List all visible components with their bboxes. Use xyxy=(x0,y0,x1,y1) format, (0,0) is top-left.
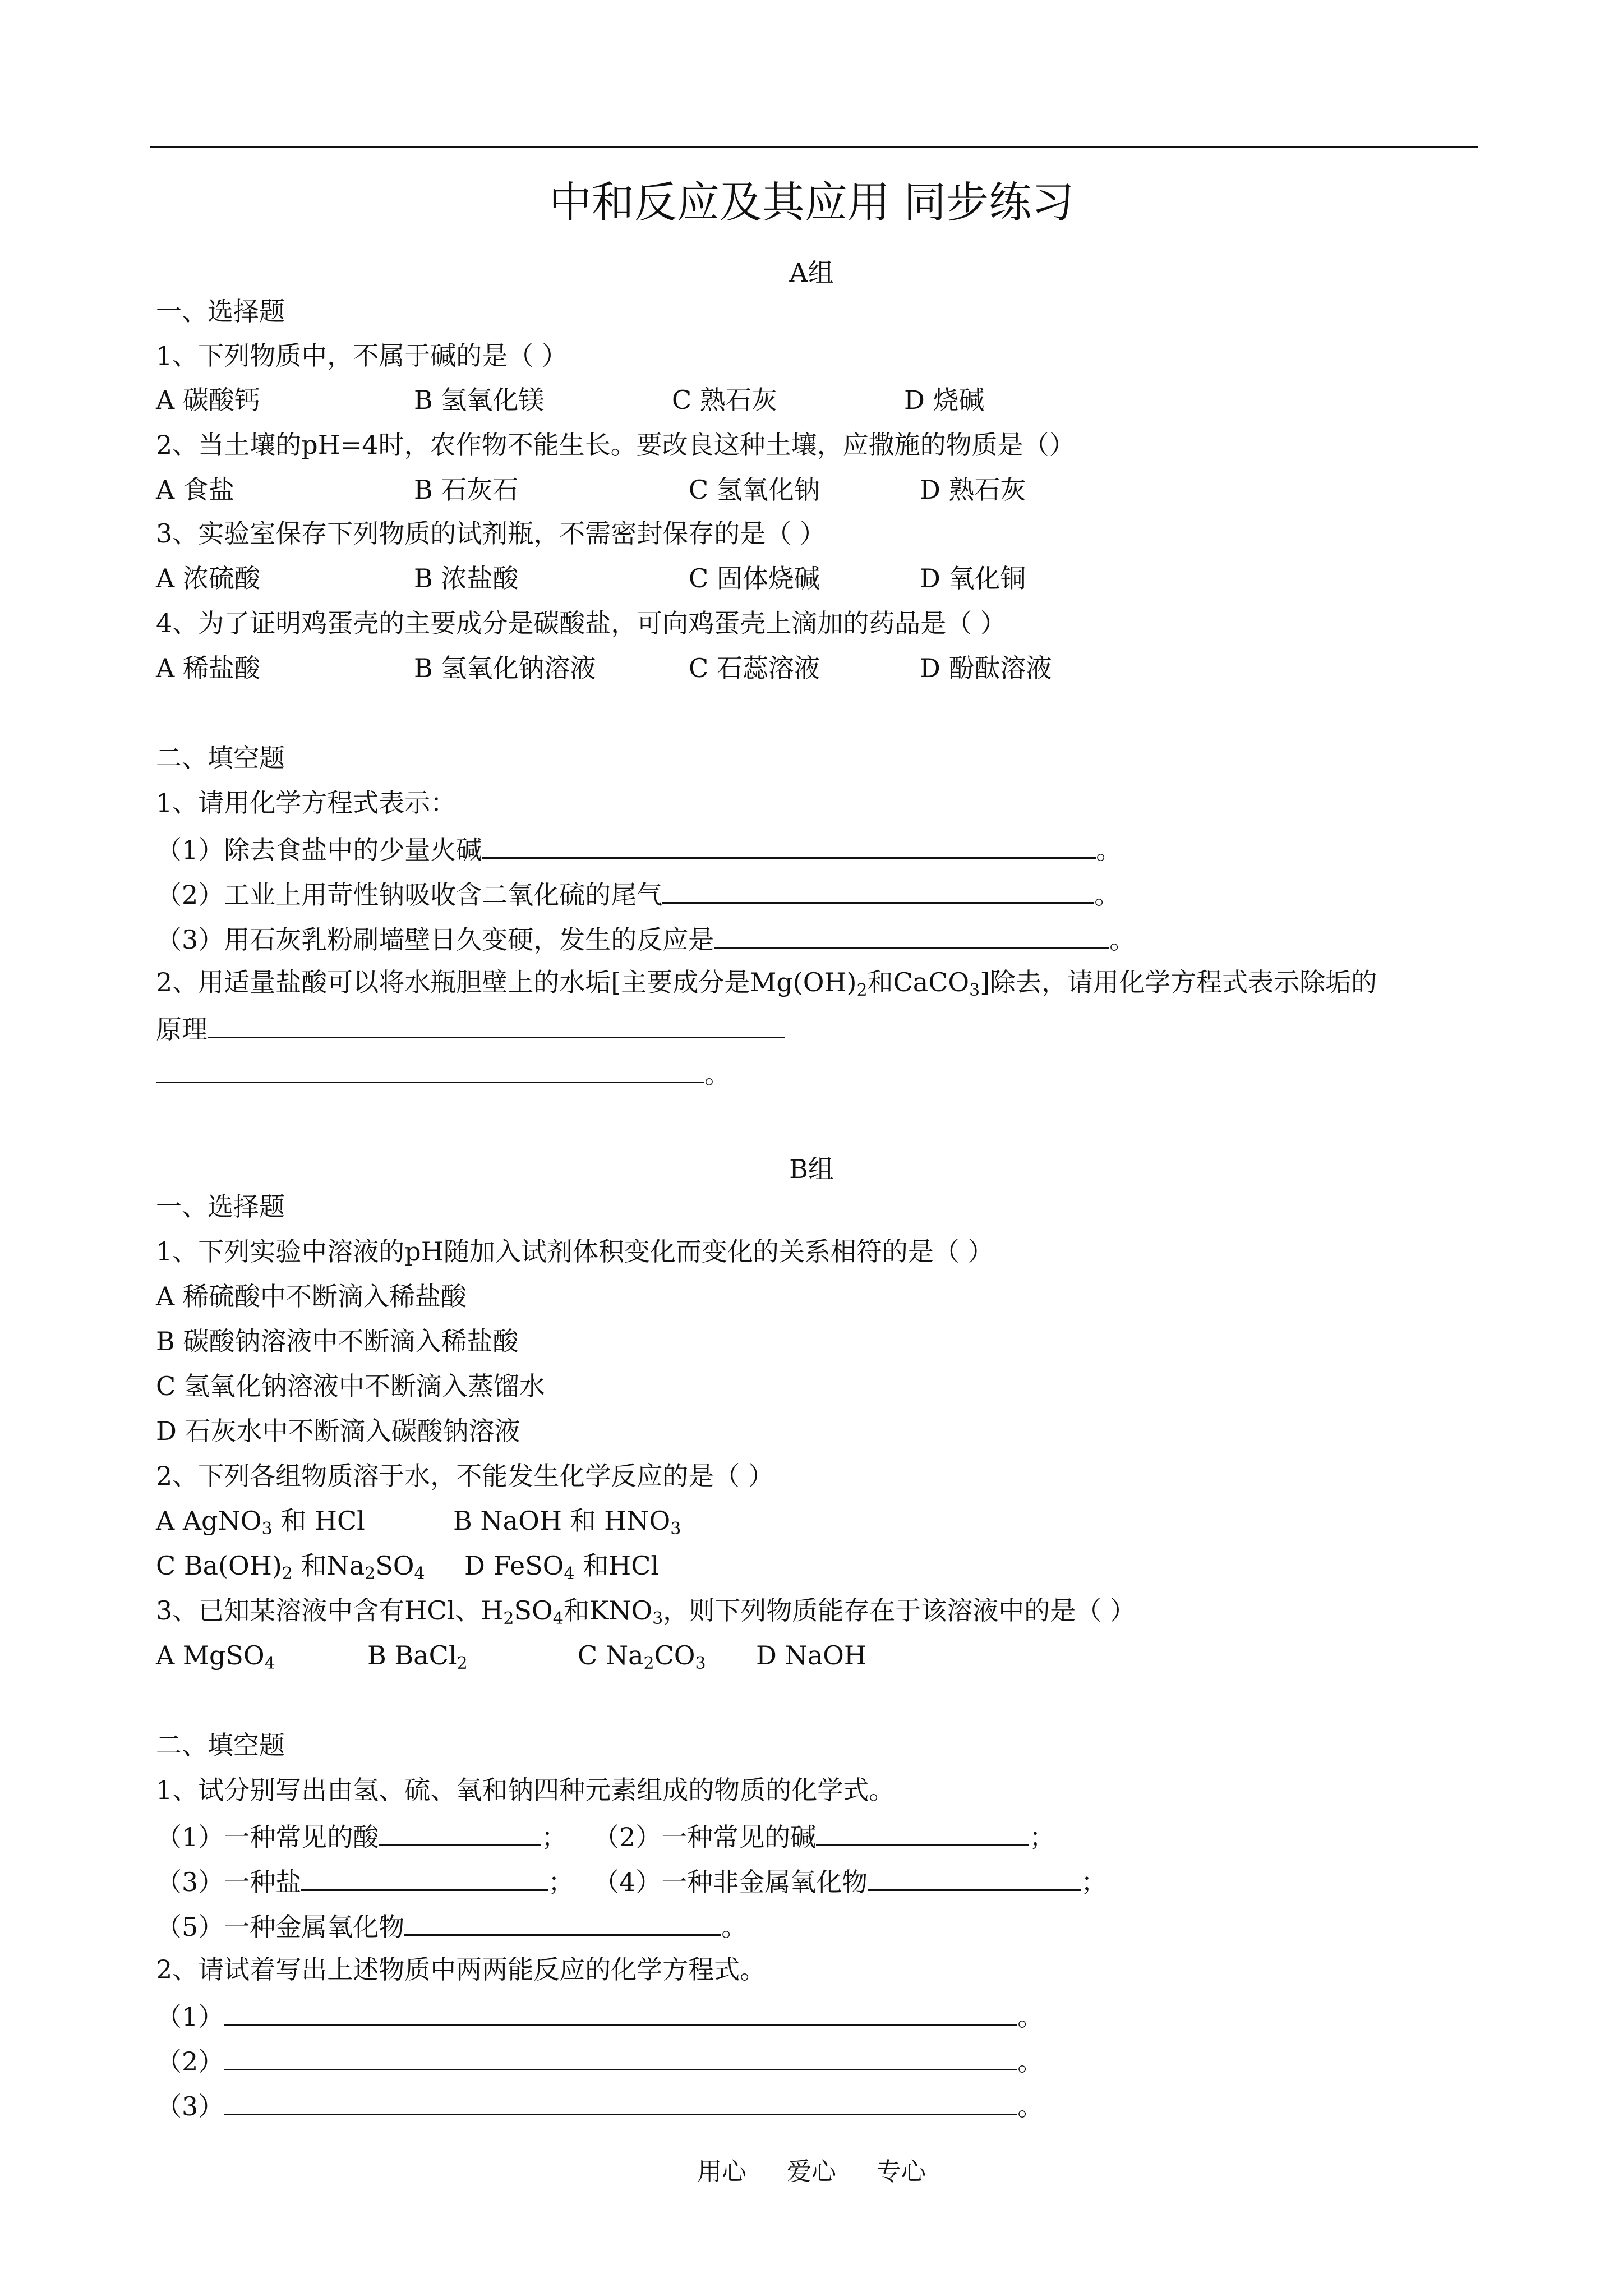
group-a-q2-option-d: D 熟石灰 xyxy=(920,475,1026,505)
answer-blank[interactable] xyxy=(662,880,1094,904)
group-b-f2-item-3: （3） 。 xyxy=(156,2091,1044,2122)
group-b-q2-stem: 2、下列各组物质溶于水，不能发生化学反应的是（ ） xyxy=(156,1461,774,1491)
answer-blank[interactable] xyxy=(156,1059,704,1083)
group-a-q4-option-c: C 石蕊溶液 xyxy=(689,653,820,683)
group-b-q1-stem: 1、下列实验中溶液的pH随加入试剂体积变化而变化的关系相符的是（ ） xyxy=(156,1236,994,1267)
group-b-section-choice: 一、选择题 xyxy=(156,1191,285,1222)
group-b-f1-item-2: （2）一种常见的碱 ； xyxy=(593,1822,1055,1852)
group-b-f1-item-4: （4）一种非金属氧化物 ； xyxy=(593,1867,1107,1897)
group-a-f2-line-2: 原理 xyxy=(156,1014,785,1042)
group-a-q2-option-a: A 食盐 xyxy=(156,475,234,505)
group-b-f2-stem: 2、请试着写出上述物质中两两能反应的化学方程式。 xyxy=(156,1954,766,1985)
group-a-q1-stem: 1、下列物质中，不属于碱的是（ ） xyxy=(156,341,568,371)
group-b-q2-option-c: C $Ba(OH)_2$ 和$Na_2SO_4$ xyxy=(156,1550,425,1584)
group-a-section-fill: 二、填空题 xyxy=(156,743,285,773)
group-b-q3-option-b: B BaCl$_2$ xyxy=(367,1640,468,1673)
answer-blank[interactable] xyxy=(224,2001,1017,2026)
group-b-label: B组 xyxy=(789,1154,834,1184)
group-a-q2-option-c: C 氢氧化钠 xyxy=(689,475,820,505)
group-b-q2-option-a: A AgNO$_3$ 和 HCl xyxy=(156,1506,365,1539)
group-b-f2-item-2: （2） 。 xyxy=(156,2046,1044,2077)
group-b-q1-option-d: D 石灰水中不断滴入碳酸钠溶液 xyxy=(156,1416,520,1446)
answer-blank[interactable] xyxy=(714,924,1109,949)
group-b-q1-option-c: C 氢氧化钠溶液中不断滴入蒸馏水 xyxy=(156,1371,545,1401)
answer-blank[interactable] xyxy=(379,1822,541,1846)
group-a-q3-option-a: A 浓硫酸 xyxy=(156,563,260,593)
group-a-f1-stem: 1、请用化学方程式表示： xyxy=(156,788,457,818)
group-a-q2-option-b: B 石灰石 xyxy=(414,475,519,505)
page-title: 中和反应及其应用 同步练习 xyxy=(548,177,1075,227)
group-a-q1-option-b: B 氢氧化镁 xyxy=(414,385,545,415)
answer-blank[interactable] xyxy=(868,1867,1081,1891)
answer-blank[interactable] xyxy=(816,1822,1029,1846)
group-b-f2-item-1: （1） 。 xyxy=(156,2001,1044,2032)
group-a-q3-stem: 3、实验室保存下列物质的试剂瓶，不需密封保存的是（ ） xyxy=(156,518,826,549)
page-footer: 用心 爱心 专心 xyxy=(697,2157,926,2186)
group-a-q1-option-d: D 烧碱 xyxy=(904,385,985,415)
group-a-q3-option-c: C 固体烧碱 xyxy=(689,563,820,593)
answer-blank[interactable] xyxy=(404,1912,721,1936)
group-a-f1-item-2: （2）工业上用苛性钠吸收含二氧化硫的尾气 。 xyxy=(156,880,1121,910)
group-a-q2-stem: 2、当土壤的pH=4时，农作物不能生长。要改良这种土壤，应撒施的物质是（） xyxy=(156,430,1075,460)
group-b-q1-option-b: B 碳酸钠溶液中不断滴入稀盐酸 xyxy=(156,1326,519,1356)
group-a-q3-option-b: B 浓盐酸 xyxy=(414,563,519,593)
group-b-q2-option-d: D FeSO$_4$ 和HCl xyxy=(464,1550,660,1584)
group-b-q3-option-a: A MgSO$_4$ xyxy=(156,1640,275,1673)
header-rule xyxy=(150,146,1478,148)
answer-blank[interactable] xyxy=(224,2091,1017,2115)
group-a-q4-option-a: A 稀盐酸 xyxy=(156,653,260,683)
group-b-q1-option-a: A 稀硫酸中不断滴入稀盐酸 xyxy=(156,1281,467,1312)
group-a-q1-option-c: C 熟石灰 xyxy=(672,385,777,415)
group-a-f1-item-3: （3）用石灰乳粉刷墙壁日久变硬，发生的反应是 。 xyxy=(156,924,1136,955)
group-b-q3-option-c: C $Na_2CO_3$ xyxy=(578,1640,706,1673)
group-b-q3-stem: 3、已知某溶液中含有HCl、$H_2SO_4$和$KNO_3$，则下列物质能存在于该溶液中的是（ ） xyxy=(156,1595,1136,1628)
group-a-f1-item-1: （1）除去食盐中的少量火碱 。 xyxy=(156,835,1122,865)
group-a-q4-option-d: D 酚酞溶液 xyxy=(920,653,1052,683)
group-a-label: A组 xyxy=(789,257,834,288)
group-b-f1-stem: 1、试分别写出由氢、硫、氧和钠四种元素组成的物质的化学式。 xyxy=(156,1775,895,1805)
group-b-q2-option-b: B NaOH 和 $HNO_3$ xyxy=(453,1506,681,1539)
group-a-section-choice: 一、选择题 xyxy=(156,296,285,326)
group-a-f2-stem: 2、用适量盐酸可以将水瓶胆壁上的水垢[主要成分是$Mg(OH)_2$和CaCO$_3$]除去，请用化学方程式表示除垢的 xyxy=(156,967,1377,1000)
group-a-q4-option-b: B 氢氧化钠溶液 xyxy=(414,653,596,683)
group-b-f1-item-5: （5）一种金属氧化物 。 xyxy=(156,1912,748,1942)
group-a-q1-option-a: A 碳酸钙 xyxy=(156,385,260,415)
answer-blank[interactable] xyxy=(482,835,1096,859)
group-b-q3-option-d: D NaOH xyxy=(756,1640,867,1671)
group-a-q3-option-d: D 氧化铜 xyxy=(920,563,1026,593)
group-b-section-fill: 二、填空题 xyxy=(156,1730,285,1760)
group-b-f1-item-1: （1）一种常见的酸 ； xyxy=(156,1822,568,1852)
group-b-f1-item-3: （3）一种盐 ； xyxy=(156,1867,574,1897)
group-a-q4-stem: 4、为了证明鸡蛋壳的主要成分是碳酸盐，可向鸡蛋壳上滴加的药品是（ ） xyxy=(156,608,1006,638)
answer-blank[interactable] xyxy=(224,2046,1017,2070)
answer-blank[interactable] xyxy=(208,1014,785,1038)
group-a-f2-line-3: 。 xyxy=(156,1059,730,1087)
answer-blank[interactable] xyxy=(301,1867,548,1891)
